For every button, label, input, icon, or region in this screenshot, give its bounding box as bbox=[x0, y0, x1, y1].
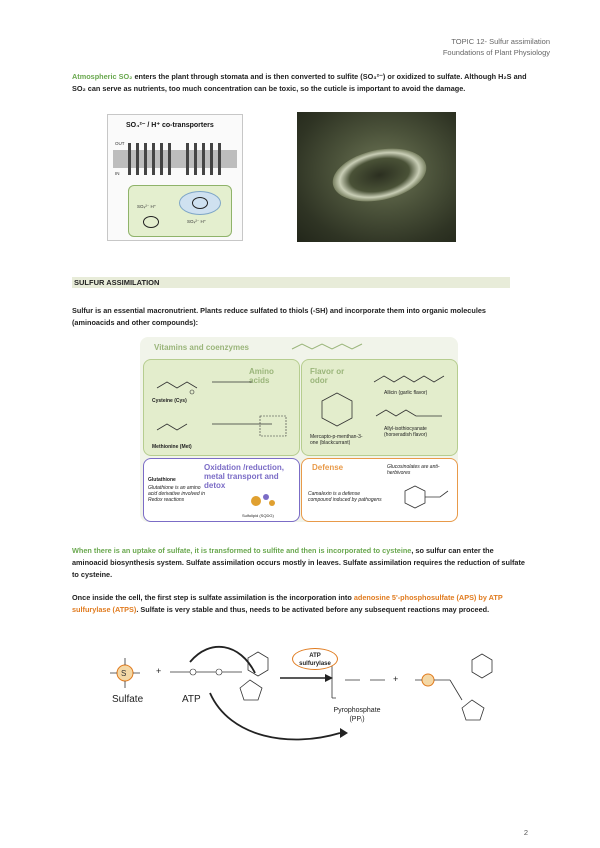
paragraph-aps bbox=[72, 592, 528, 616]
menthone-structure-icon bbox=[312, 388, 362, 433]
paragraph-sulfur-macronutrient: Sulfur is an essential macronutrient. Plants reduce sulfated to thiols (-SH) and incorporate them into organic molecules (aminoacids and other compounds): bbox=[72, 306, 486, 327]
atp-sulfurylase-badge: ATP sulfurylase bbox=[292, 648, 338, 670]
helix bbox=[160, 143, 163, 175]
plastid bbox=[179, 191, 221, 215]
transporter-ring bbox=[192, 197, 208, 209]
glucosinolate-label: Glucosinolates are anti-herbivores bbox=[387, 464, 440, 476]
allyl-label: Allyl-isothiocyanate (horseradish flavor) bbox=[384, 426, 428, 438]
stoma bbox=[328, 141, 431, 210]
cysteine-label: Cysteine (Cys) bbox=[152, 398, 187, 404]
plus-sign: + bbox=[156, 666, 162, 676]
in-label: IN bbox=[115, 171, 120, 176]
sulfur-compounds-figure bbox=[140, 337, 460, 525]
amino-acids-title: Amino acids bbox=[249, 367, 274, 385]
paragraph-text: . Sulfate is very stable and thus, needs to be activated before any subsequent reactions may proceed. bbox=[136, 604, 490, 614]
glutathione-label: Glutathione bbox=[148, 477, 176, 483]
amino-acids-panel bbox=[143, 359, 300, 456]
out-label: OUT bbox=[115, 141, 125, 146]
header-course: Foundations of Plant Physiology bbox=[442, 48, 550, 57]
highlight-atmospheric-so2: Atmospheric SO₂ bbox=[72, 72, 133, 81]
defense-panel bbox=[301, 458, 458, 522]
helix bbox=[144, 143, 147, 175]
helix bbox=[168, 143, 171, 175]
cysteine-structure-icon bbox=[152, 368, 272, 398]
methionine-structure-icon bbox=[152, 412, 292, 442]
oxidation-title: Oxidation /reduction, metal transport and detox bbox=[204, 463, 285, 490]
helix bbox=[152, 143, 155, 175]
helix bbox=[136, 143, 139, 175]
highlight-sulfate-uptake: When there is an uptake of sulfate, it is transformed to sulfite and then is incorporated to cysteine bbox=[72, 546, 412, 555]
helix bbox=[186, 143, 189, 175]
coenzyme-structure-icon bbox=[290, 339, 370, 355]
atp-label: ATP bbox=[182, 694, 201, 705]
svg-text:S: S bbox=[121, 669, 127, 678]
flavor-title: Flavor or odor bbox=[310, 367, 345, 385]
helix bbox=[194, 143, 197, 175]
transporter-diagram-title: SO₄²⁻ / H⁺ co-transporters bbox=[126, 122, 214, 129]
paragraph-sulfate-uptake bbox=[72, 545, 528, 580]
sulfolipid-label: Sulfolipid (SQDG) bbox=[242, 513, 274, 518]
plastid-ions-label: SO₄²⁻ H⁺ bbox=[187, 219, 207, 224]
oxidation-panel bbox=[143, 458, 300, 522]
helix bbox=[218, 143, 221, 175]
paragraph-text: , so sulfur can enter the aminoacid biosynthesis system. Sulfate assimilation occurs mostly in leaves. Sulfate assimilation requires the reduction of sulfate to cysteine. bbox=[72, 546, 525, 579]
paragraph-text: Once inside the cell, the first step is sulfate assimilation is the incorporation into bbox=[72, 593, 354, 602]
pyrophosphate-label: Pyrophosphate (PPᵢ) bbox=[333, 707, 381, 723]
glutathione-note: Glutathione is an amino acid derivative involved in Redox reactions bbox=[148, 485, 205, 503]
defense-title: Defense bbox=[312, 463, 344, 472]
highlight-aps: adenosine 5'-phosphosulfate (APS) by ATP sulfurylase (ATPS) bbox=[72, 593, 503, 614]
helix bbox=[210, 143, 213, 175]
glucosinolate-structure-icon bbox=[390, 481, 452, 517]
paragraph-text: enters the plant through stomata and is then converted to sulfite (SO₃²⁻) or oxidized to sulfate. Although H₂S and SO₂ can serve as nutrients, too much concentration can be toxic, so the cuticle is important to avoid the damage. bbox=[72, 72, 527, 93]
allicin-label: Allicin (garlic flavor) bbox=[384, 390, 428, 396]
camalexin-label: Camalexin is a defense compound induced by pathogens bbox=[308, 491, 382, 503]
menthone-label: Mercapto-p-menthan-3-one (blackcurrant) bbox=[310, 434, 363, 446]
allicin-structure-icon bbox=[372, 368, 452, 388]
cell-compartment bbox=[128, 185, 232, 237]
page-number: 2 bbox=[523, 828, 528, 837]
page-header bbox=[443, 36, 550, 58]
transporter-diagram bbox=[107, 114, 243, 241]
helix bbox=[202, 143, 205, 175]
flavor-panel bbox=[301, 359, 458, 456]
methionine-label: Methionine (Met) bbox=[152, 444, 192, 450]
cytosol-ions-label: SO₄²⁻ H⁺ bbox=[137, 204, 157, 209]
stoma-micrograph bbox=[297, 112, 456, 242]
transporter-ring bbox=[143, 216, 159, 228]
sulfolipid-structure-icon bbox=[244, 489, 284, 513]
section-title: SULFUR ASSIMILATION bbox=[72, 277, 510, 288]
plus-sign: + bbox=[393, 674, 399, 684]
vitamins-label: Vitamins and coenzymes bbox=[154, 343, 249, 352]
sulfate-label: Sulfate bbox=[112, 694, 144, 705]
paragraph-atmospheric-so2 bbox=[72, 71, 528, 95]
reaction-diagram bbox=[100, 638, 540, 783]
header-topic: TOPIC 12- Sulfur assimilation bbox=[451, 37, 550, 46]
allyl-structure-icon bbox=[374, 402, 454, 422]
helix bbox=[128, 143, 131, 175]
